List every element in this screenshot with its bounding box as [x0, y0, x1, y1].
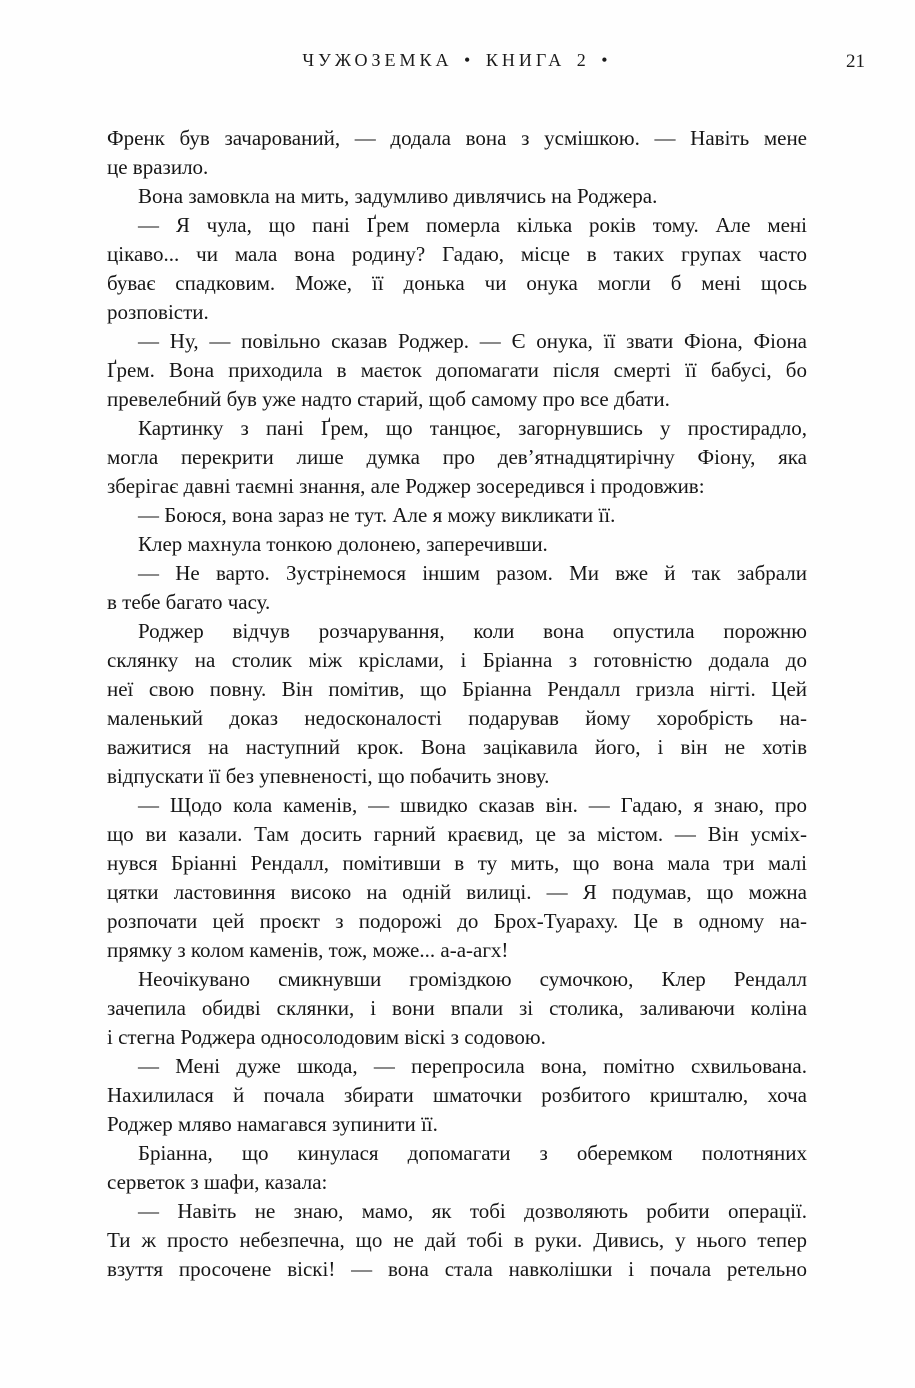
paragraph — [107, 327, 807, 414]
paragraph — [107, 559, 807, 617]
text-line: зачепила обидві склянки, і вони впали зі столика, заливаючи коліна — [107, 996, 807, 1020]
text-line: нувся Бріанні Рендалл, помітивши в ту мить, що вона мала три малі — [107, 851, 807, 875]
paragraph — [107, 1139, 807, 1197]
text-line: в тебе багато часу. — [107, 590, 271, 614]
paragraph — [107, 530, 807, 559]
text-line: могла перекрити лише думка про дев’ятнадцятирічну Фіону, яка — [107, 445, 807, 469]
paragraph — [107, 182, 807, 211]
text-line: Ґрем. Вона приходила в маєток допомагати після смерті її бабусі, бо — [107, 358, 807, 382]
text-line: це вразило. — [107, 155, 209, 179]
text-line: Вона замовкла на мить, задумливо дивлячись на Роджера. — [138, 184, 658, 208]
text-line: Клер махнула тонкою долонею, заперечивши. — [138, 532, 548, 556]
text-line: превелебний був уже надто старий, щоб самому про все дбати. — [107, 387, 670, 411]
paragraph — [107, 124, 807, 182]
text-line: взуття просочене віскі! — вона стала навколішки і почала ретельно — [107, 1257, 807, 1281]
text-line: прямку з колом каменів, тож, може... а-а-агх! — [107, 938, 509, 962]
page-number: 21 — [846, 51, 865, 72]
text-line: Бріанна, що кинулася допомагати з оберемком полотняних — [138, 1141, 807, 1165]
running-title: ЧУЖОЗЕМКА • КНИГА 2 • — [302, 50, 612, 70]
text-line: Неочікувано смикнувши громіздкою сумочкою, Клер Рендалл — [138, 967, 807, 991]
text-line: що ви казали. Там досить гарний краєвид, це за містом. — Він усміх- — [107, 822, 807, 846]
text-line: Френк був зачарований, — додала вона з усмішкою. — Навіть мене — [107, 126, 807, 150]
text-line: — Не варто. Зустрінемося іншим разом. Ми вже й так забрали — [138, 561, 807, 585]
text-line: — Боюся, вона зараз не тут. Але я можу викликати її. — [138, 503, 616, 527]
text-line: цятки ластовиння високо на одній вилиці. — Я подумав, що можна — [107, 880, 807, 904]
text-line: розповісти. — [107, 300, 209, 324]
text-line: розпочати цей проєкт з подорожі до Брох-Туараху. Це в одному на- — [107, 909, 807, 933]
text-line: — Навіть не знаю, мамо, як тобі дозволяють робити операції. — [138, 1199, 807, 1223]
paragraph — [107, 1052, 807, 1139]
text-line: Нахилилася й почала збирати шматочки розбитого кришталю, хоча — [107, 1083, 807, 1107]
paragraph — [107, 211, 807, 327]
paragraph — [107, 617, 807, 791]
text-line: цікаво... чи мала вона родину? Гадаю, місце в таких групах часто — [107, 242, 807, 266]
text-column — [107, 124, 807, 1284]
text-line: важитися на наступний крок. Вона зацікавила його, і він не хотів — [107, 735, 807, 759]
paragraph — [107, 414, 807, 501]
paragraph — [107, 1197, 807, 1284]
text-line: Картинку з пані Ґрем, що танцює, загорнувшись у простирадло, — [138, 416, 807, 440]
paragraph — [107, 791, 807, 965]
paragraph — [107, 501, 807, 530]
text-line: і стегна Роджера односолодовим віскі з содовою. — [107, 1025, 546, 1049]
text-line: неї свою повну. Він помітив, що Бріанна Рендалл гризла нігті. Цей — [107, 677, 807, 701]
text-line: Роджер мляво намагався зупинити її. — [107, 1112, 438, 1136]
text-line: — Мені дуже шкода, — перепросила вона, помітно схвильована. — [138, 1054, 807, 1078]
text-line: серветок з шафи, казала: — [107, 1170, 328, 1194]
text-line: маленький доказ недосконалості подарував йому хоробрість на- — [107, 706, 807, 730]
text-line: Роджер відчув розчарування, коли вона опустила порожню — [138, 619, 807, 643]
text-line: — Ну, — повільно сказав Роджер. — Є онука, її звати Фіона, Фіона — [138, 329, 807, 353]
text-line: Ти ж просто небезпечна, що не дай тобі в руки. Дивись, у нього тепер — [107, 1228, 807, 1252]
text-line: склянку на столик між кріслами, і Бріанна з готовністю додала до — [107, 648, 807, 672]
text-line: — Я чула, що пані Ґрем померла кілька років тому. Але мені — [138, 213, 807, 237]
text-line: — Щодо кола каменів, — швидко сказав він. — Гадаю, я знаю, про — [138, 793, 807, 817]
paragraph — [107, 965, 807, 1052]
text-line: буває спадковим. Може, її донька чи онука могли б мені щось — [107, 271, 807, 295]
text-line: зберігає давні таємні знання, але Роджер зосередився і продовжив: — [107, 474, 705, 498]
text-line: відпускати її без упевненості, що побачить знову. — [107, 764, 550, 788]
